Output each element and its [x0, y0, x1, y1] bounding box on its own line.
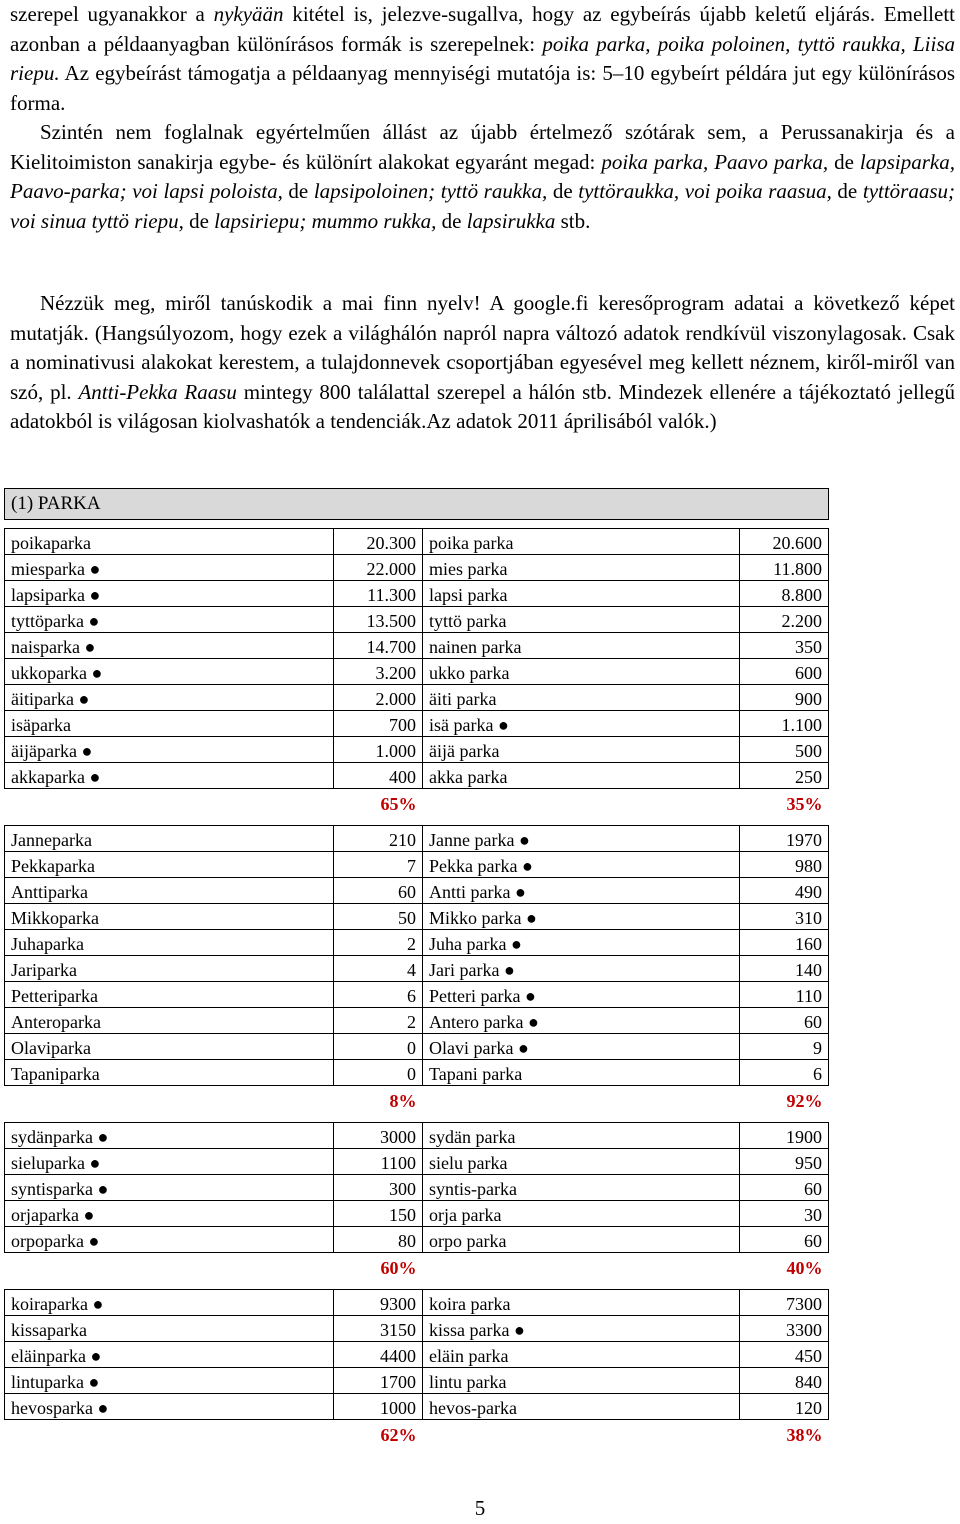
separate-count: 7300 — [740, 1290, 829, 1316]
table-row — [5, 878, 829, 904]
compound-count: 4 — [334, 956, 423, 982]
text-run: de — [436, 208, 467, 233]
compound-form: Anteroparka — [5, 1008, 334, 1034]
compound-count: 0 — [334, 1034, 423, 1060]
separate-count: 3300 — [740, 1316, 829, 1342]
compound-form: koiraparka ● — [5, 1290, 334, 1316]
compound-count: 13.500 — [334, 607, 423, 633]
italic-run: nykyään — [213, 2, 284, 26]
separate-count: 60 — [740, 1008, 829, 1034]
separate-count: 8.800 — [740, 581, 829, 607]
compound-form: lintuparka ● — [5, 1368, 334, 1394]
separate-count: 60 — [740, 1227, 829, 1253]
percent-row — [5, 1086, 829, 1113]
text-run: kitétel is, jelezve-sugallva, hogy az egybeírás újabb keletű eljárás. Emellett azonban a példaanyagban különírásos formák is szerepelnek: — [10, 2, 955, 56]
compound-count: 210 — [334, 826, 423, 852]
compound-count: 400 — [334, 763, 423, 789]
separate-form: tyttö parka — [423, 607, 740, 633]
separate-count: 1970 — [740, 826, 829, 852]
table-row — [5, 555, 829, 581]
compound-count: 2 — [334, 1008, 423, 1034]
table-row — [5, 904, 829, 930]
separate-form: mies parka — [423, 555, 740, 581]
compound-form: isäparka — [5, 711, 334, 737]
text-run: Szintén nem foglalnak egyértelműen állást az újabb értelmező szótárak sem, a Perussanakirja és a Kielitoimiston sanakirja egybe- és különírt alakokat egyaránt megad: — [10, 120, 955, 174]
separate-count: 60 — [740, 1175, 829, 1201]
spacer-row — [5, 815, 829, 826]
separate-form: sielu parka — [423, 1149, 740, 1175]
italic-run: lapsiriepu; mummo rukka, — [214, 208, 437, 233]
separate-form: Jari parka ● — [423, 956, 740, 982]
separate-form: orja parka — [423, 1201, 740, 1227]
percent-compound: 60% — [380, 1258, 417, 1278]
table-row — [5, 1008, 829, 1034]
separate-count: 490 — [740, 878, 829, 904]
text-run: de — [831, 179, 863, 203]
separate-count: 900 — [740, 685, 829, 711]
paragraph-3 — [10, 289, 955, 437]
percent-separate: 92% — [786, 1091, 823, 1111]
separate-count: 950 — [740, 1149, 829, 1175]
compound-count: 9300 — [334, 1290, 423, 1316]
italic-run: lapsirukka — [466, 208, 556, 233]
separate-form: lapsi parka — [423, 581, 740, 607]
text-run: stb. — [555, 208, 591, 233]
compound-form: äitiparka ● — [5, 685, 334, 711]
compound-form: sydänparka ● — [5, 1123, 334, 1149]
compound-count: 50 — [334, 904, 423, 930]
italic-run: poika parka, Paavo parka, — [601, 149, 829, 174]
compound-form: Tapaniparka — [5, 1060, 334, 1086]
compound-form: Olaviparka — [5, 1034, 334, 1060]
compound-form: orpoparka ● — [5, 1227, 334, 1253]
text-run: Az egybeírást támogatja a példaanyag mennyiségi mutatója is: 5–10 egybeírt példára jut egy különírásos forma. — [10, 61, 955, 115]
separate-form: orpo parka — [423, 1227, 740, 1253]
separate-count: 110 — [740, 982, 829, 1008]
separate-form: koira parka — [423, 1290, 740, 1316]
table-row — [5, 1201, 829, 1227]
table-row — [5, 1175, 829, 1201]
separate-count: 350 — [740, 633, 829, 659]
table-row — [5, 826, 829, 852]
compound-form: kissaparka — [5, 1316, 334, 1342]
table-row — [5, 529, 829, 555]
separate-count: 140 — [740, 956, 829, 982]
text-run: de — [282, 179, 314, 203]
paragraph-1 — [10, 0, 955, 118]
spacer-row — [5, 1112, 829, 1123]
separate-form: akka parka — [423, 763, 740, 789]
separate-form: Pekka parka ● — [423, 852, 740, 878]
separate-count: 30 — [740, 1201, 829, 1227]
table-row — [5, 1316, 829, 1342]
parka-table — [4, 488, 829, 1446]
compound-count: 1.000 — [334, 737, 423, 763]
separate-form: eläin parka — [423, 1342, 740, 1368]
compound-form: Pekkaparka — [5, 852, 334, 878]
table-row — [5, 1149, 829, 1175]
separate-count: 2.200 — [740, 607, 829, 633]
compound-form: tyttöparka ● — [5, 607, 334, 633]
separate-count: 1.100 — [740, 711, 829, 737]
compound-form: orjaparka ● — [5, 1201, 334, 1227]
separate-form: Juha parka ● — [423, 930, 740, 956]
table-row — [5, 685, 829, 711]
compound-form: akkaparka ● — [5, 763, 334, 789]
parka-table-body — [5, 489, 829, 1447]
page-number: 5 — [474, 1496, 486, 1520]
separate-form: Janne parka ● — [423, 826, 740, 852]
separate-count: 120 — [740, 1394, 829, 1420]
italic-run: lapsipoloinen; tyttö raukka, — [313, 179, 548, 203]
table-row — [5, 852, 829, 878]
table-row — [5, 1034, 829, 1060]
separate-form: syntis-parka — [423, 1175, 740, 1201]
compound-form: miesparka ● — [5, 555, 334, 581]
table-row — [5, 737, 829, 763]
percent-row — [5, 789, 829, 816]
percent-compound: 65% — [380, 794, 417, 814]
compound-form: naisparka ● — [5, 633, 334, 659]
separate-count: 11.800 — [740, 555, 829, 581]
text-run: de — [828, 149, 860, 174]
table-row — [5, 581, 829, 607]
percent-compound: 62% — [380, 1425, 417, 1445]
text-run: szerepel ugyanakkor a — [10, 2, 214, 26]
separate-count: 450 — [740, 1342, 829, 1368]
percent-separate: 40% — [786, 1258, 823, 1278]
text-run: mintegy 800 találattal szerepel a hálón stb. Mindezek ellenére a tájékoztató jellegű adatokból is világosan kiolvashatók a tendenciák.Az adatok 2011 áprilisából valók.) — [10, 379, 955, 433]
separate-count: 250 — [740, 763, 829, 789]
separate-form: isä parka ● — [423, 711, 740, 737]
separate-form: Tapani parka — [423, 1060, 740, 1086]
compound-count: 1100 — [334, 1149, 423, 1175]
compound-count: 11.300 — [334, 581, 423, 607]
table-row — [5, 956, 829, 982]
table-row — [5, 763, 829, 789]
compound-form: eläinparka ● — [5, 1342, 334, 1368]
separate-form: nainen parka — [423, 633, 740, 659]
table-row — [5, 930, 829, 956]
separate-count: 160 — [740, 930, 829, 956]
compound-form: poikaparka — [5, 529, 334, 555]
table-row — [5, 659, 829, 685]
compound-form: Petteriparka — [5, 982, 334, 1008]
percent-row — [5, 1253, 829, 1280]
compound-count: 150 — [334, 1201, 423, 1227]
compound-count: 3150 — [334, 1316, 423, 1342]
separate-count: 980 — [740, 852, 829, 878]
separate-form: äiti parka — [423, 685, 740, 711]
compound-count: 14.700 — [334, 633, 423, 659]
compound-form: Mikkoparka — [5, 904, 334, 930]
compound-count: 60 — [334, 878, 423, 904]
table-title: (1) PARKA — [5, 489, 829, 520]
separate-count: 1900 — [740, 1123, 829, 1149]
separate-count: 600 — [740, 659, 829, 685]
text-run: de — [183, 208, 215, 233]
compound-count: 300 — [334, 1175, 423, 1201]
separate-form: poika parka — [423, 529, 740, 555]
compound-count: 700 — [334, 711, 423, 737]
separate-count: 9 — [740, 1034, 829, 1060]
separate-form: Petteri parka ● — [423, 982, 740, 1008]
table-row — [5, 1123, 829, 1149]
table-row — [5, 1060, 829, 1086]
compound-count: 1700 — [334, 1368, 423, 1394]
table-row — [5, 1290, 829, 1316]
text-run: Nézzük meg, miről tanúskodik a mai finn nyelv! A google.fi keresőprogram adatai a következő képet mutatják. (Hangsúlyozom, hogy ezek a világhálón napról napra változó adatok rendkívül viszonylagosak. Csak a nominativusi alakokat kerestem, a tulajdonnevek csoportjában egyesével meg kellett néznem, kiről-miről van szó, pl. — [10, 291, 955, 404]
text-run: de — [547, 179, 579, 203]
table-header-row — [5, 489, 829, 520]
compound-form: lapsiparka ● — [5, 581, 334, 607]
separate-form: Antero parka ● — [423, 1008, 740, 1034]
compound-count: 80 — [334, 1227, 423, 1253]
compound-count: 0 — [334, 1060, 423, 1086]
compound-form: Juhaparka — [5, 930, 334, 956]
separate-count: 6 — [740, 1060, 829, 1086]
compound-count: 3000 — [334, 1123, 423, 1149]
separate-form: sydän parka — [423, 1123, 740, 1149]
percent-separate: 35% — [786, 794, 823, 814]
compound-count: 4400 — [334, 1342, 423, 1368]
separate-count: 20.600 — [740, 529, 829, 555]
separate-count: 500 — [740, 737, 829, 763]
percent-row — [5, 1420, 829, 1447]
separate-form: kissa parka ● — [423, 1316, 740, 1342]
paragraph-2 — [10, 118, 955, 236]
compound-count: 2 — [334, 930, 423, 956]
compound-form: sieluparka ● — [5, 1149, 334, 1175]
compound-count: 1000 — [334, 1394, 423, 1420]
compound-form: hevosparka ● — [5, 1394, 334, 1420]
separate-form: Olavi parka ● — [423, 1034, 740, 1060]
percent-compound: 8% — [389, 1091, 417, 1111]
separate-count: 840 — [740, 1368, 829, 1394]
separate-form: Mikko parka ● — [423, 904, 740, 930]
compound-form: syntisparka ● — [5, 1175, 334, 1201]
compound-form: ukkoparka ● — [5, 659, 334, 685]
italic-run: tyttöraukka, voi poika raasua, — [578, 179, 832, 203]
compound-count: 2.000 — [334, 685, 423, 711]
compound-form: äijäparka ● — [5, 737, 334, 763]
separate-form: äijä parka — [423, 737, 740, 763]
italic-run: tyttöraasu; voi sinua tyttö riepu, — [10, 179, 956, 233]
compound-count: 7 — [334, 852, 423, 878]
compound-count: 6 — [334, 982, 423, 1008]
compound-form: Anttiparka — [5, 878, 334, 904]
table-row — [5, 607, 829, 633]
table-row — [5, 1227, 829, 1253]
separate-form: lintu parka — [423, 1368, 740, 1394]
table-row — [5, 1394, 829, 1420]
spacer-row — [5, 520, 829, 529]
percent-separate: 38% — [786, 1425, 823, 1445]
table-row — [5, 1368, 829, 1394]
separate-form: hevos-parka — [423, 1394, 740, 1420]
table-row — [5, 982, 829, 1008]
compound-count: 3.200 — [334, 659, 423, 685]
table-row — [5, 711, 829, 737]
italic-run: poika parka, poika poloinen, tyttö raukka, Liisa riepu. — [10, 31, 956, 85]
italic-run: lapsiparka, Paavo-parka; voi lapsi poloista, — [10, 149, 955, 203]
compound-count: 22.000 — [334, 555, 423, 581]
italic-run: Antti-Pekka Raasu — [78, 379, 237, 404]
spacer-row — [5, 1279, 829, 1290]
table-row — [5, 1342, 829, 1368]
compound-count: 20.300 — [334, 529, 423, 555]
compound-form: Jariparka — [5, 956, 334, 982]
separate-count: 310 — [740, 904, 829, 930]
separate-form: Antti parka ● — [423, 878, 740, 904]
compound-form: Janneparka — [5, 826, 334, 852]
table-row — [5, 633, 829, 659]
separate-form: ukko parka — [423, 659, 740, 685]
